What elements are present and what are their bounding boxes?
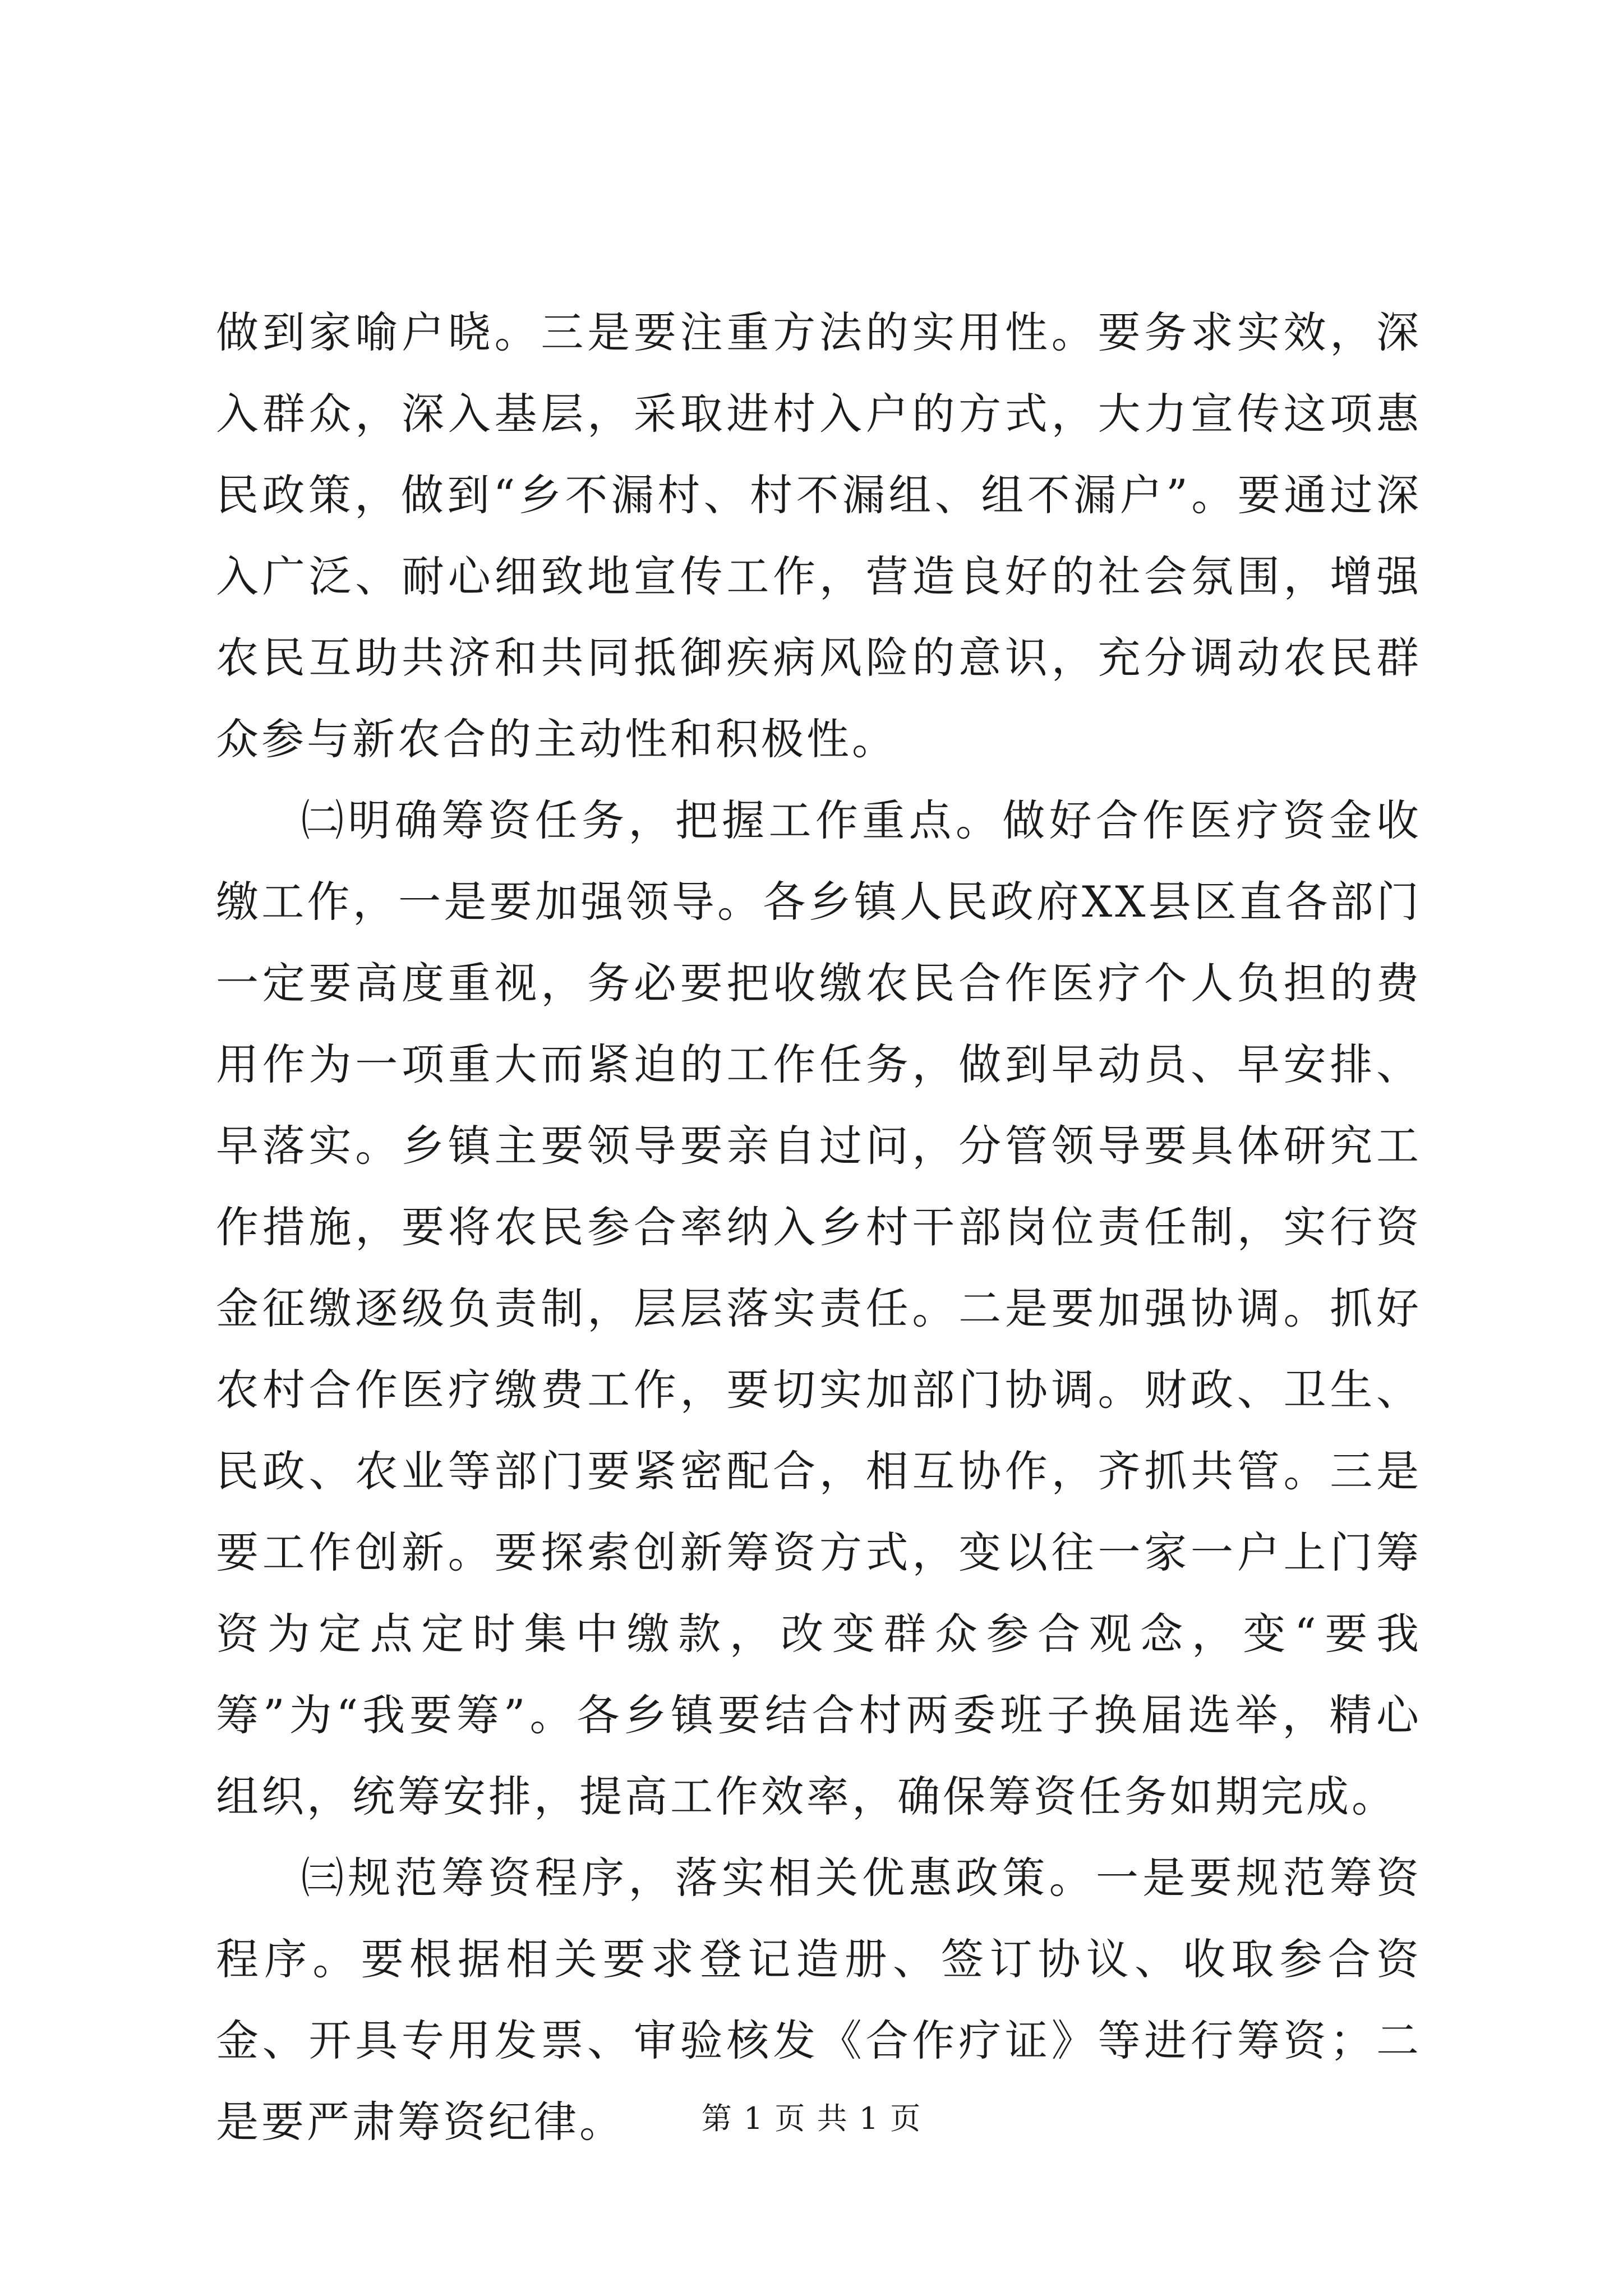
page-footer: 第 1 页 共 1 页 [701,2101,922,2136]
paragraph-3: ㈢规范筹资程序，落实相关优惠政策。一是要规范筹资程序。要根据相关要求登记造册、签订协议、收取参合资金、开具专用发票、审验核发《合作疗证》等进行筹资；二是要严肃筹资纪律。 [216,1853,1422,2147]
paragraph-1: 做到家喻户晓。三是要注重方法的实用性。要务求实效，深入群众，深入基层，采取进村入户的方式，大力宣传这项惠民政策，做到“乡不漏村、村不漏组、组不漏户”。要通过深入广泛、耐心细致地宣传工作，营造良好的社会氛围，增强农民互助共济和共同抵御疾病风险的意识，充分调动农民群众参与新农合的主动性和积极性。 [216,307,1422,764]
paragraph-2: ㈡明确筹资任务，把握工作重点。做好合作医疗资金收缴工作，一是要加强领导。各乡镇人民政府XX县区直各部门一定要高度重视，务必要把收缴农民合作医疗个人负担的费用作为一项重大而紧迫的工作任务，做到早动员、早安排、早落实。乡镇主要领导要亲自过问，分管领导要具体研究工作措施，要将农民参合率纳入乡村干部岗位责任制，实行资金征缴逐级负责制，层层落实责任。二是要加强协调。抓好农村合作医疗缴费工作，要切实加部门协调。财政、卫生、民政、农业等部门要紧密配合，相互协作，齐抓共管。三是要工作创新。要探索创新筹资方式，变以往一家一户上门筹资为定点定时集中缴款，改变群众参合观念，变“要我筹”为“我要筹”。各乡镇要结合村两委班子换届选举，精心组织，统筹安排，提高工作效率，确保筹资任务如期完成。 [216,795,1422,1821]
document-body [216,292,1422,2162]
